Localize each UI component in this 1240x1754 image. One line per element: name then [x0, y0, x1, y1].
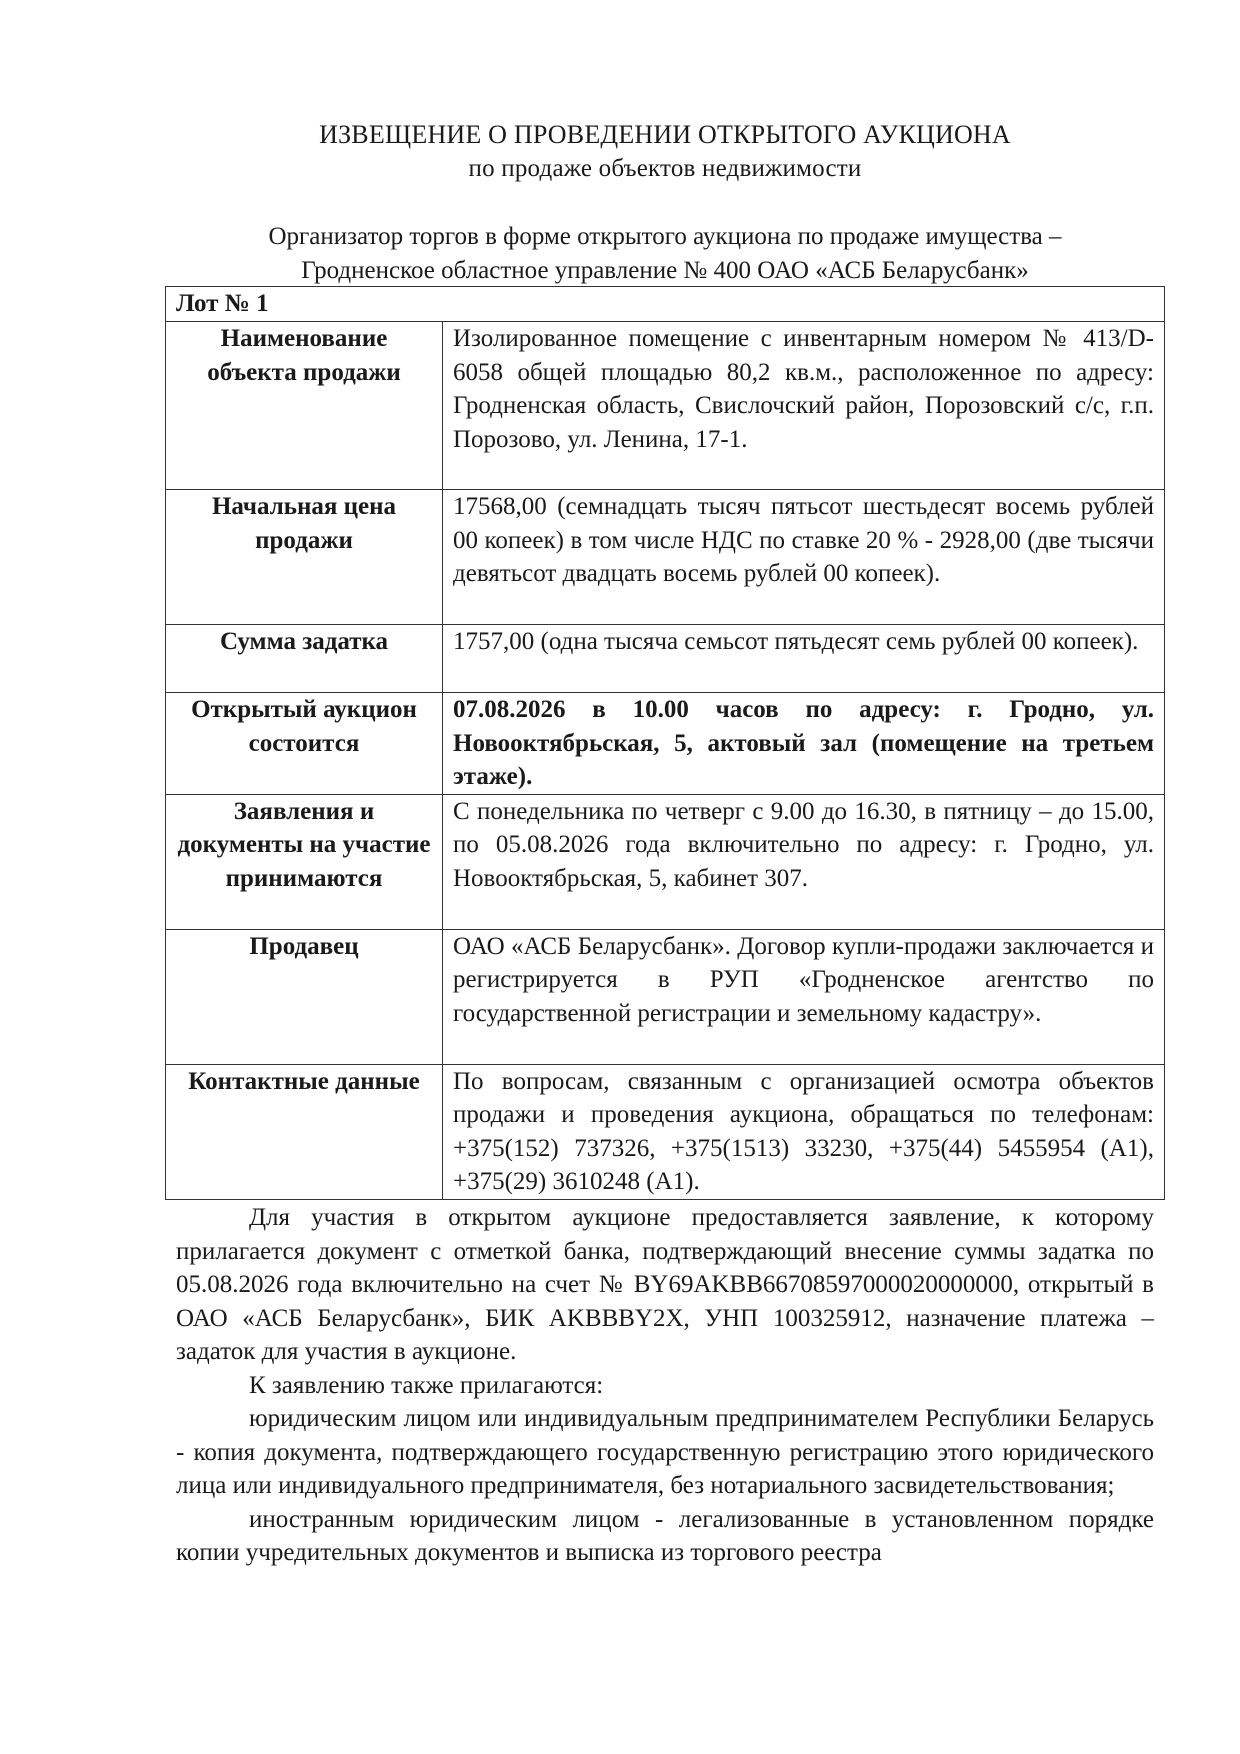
row-value-price: 17568,00 (семнадцать тысяч пятьсот шестьдесят восемь рублей 00 копеек) в том числе НДС по ставке 20 % - 2928,00 (две тысячи девятьсот двадцать восемь рублей 00 копеек).	[443, 490, 1165, 625]
organizer-line-1: Организатор торгов в форме открытого аукциона по продаже имущества –	[268, 223, 1062, 250]
lot-number: Лот № 1	[166, 287, 1165, 322]
paragraph-legal-entity: юридическим лицом или индивидуальным предпринимателем Республики Беларусь - копия документа, подтверждающего государственную регистрацию этого юридического лица или индивидуального предпринимателя, без нотариального засвидетельствования;	[176, 1405, 1154, 1499]
lot-table	[165, 286, 1165, 1200]
lot-number-row	[166, 287, 1165, 322]
row-label-applications: Заявления и документы на участие принимаются	[166, 794, 443, 929]
table-row	[166, 490, 1165, 625]
row-value-seller: ОАО «АСБ Беларусбанк». Договор купли-продажи заключается и регистрируется в РУП «Гродненское агентство по государственной регистрации и земельному кадастру».	[443, 929, 1165, 1064]
notice-title: ИЗВЕЩЕНИЕ О ПРОВЕДЕНИИ ОТКРЫТОГО АУКЦИОНА	[319, 120, 1011, 149]
row-label-object: Наименование объекта продажи	[166, 322, 443, 490]
paragraph-foreign-entity: иностранным юридическим лицом - легализованные в установленном порядке копии учредительных документов и выписка из торгового реестра	[176, 1505, 1154, 1566]
row-value-deposit: 1757,00 (одна тысяча семьсот пятьдесят семь рублей 00 копеек).	[443, 625, 1165, 693]
row-label-price: Начальная цена продажи	[166, 490, 443, 625]
row-value-auction: 07.08.2026 в 10.00 часов по адресу: г. Гродно, ул. Новооктябрьская, 5, актовый зал (помещение на третьем этаже).	[443, 693, 1165, 795]
row-value-contacts: По вопросам, связанным с организацией осмотра объектов продажи и проведения аукциона, обращаться по телефонам: +375(152) 737326, +375(1513) 33230, +375(44) 5455954 (А1), +375(29) 3610248 (А1).	[443, 1064, 1165, 1199]
paragraph-participation: Для участия в открытом аукционе предоставляется заявление, к которому прилагается документ с отметкой банка, подтверждающий внесение суммы задатка по 05.08.2026 года включительно на счет № BY69AKBB66708597000020000000, открытый в ОАО «АСБ Беларусбанк», БИК AKBBBY2X, УНП 100325912, назначение платежа – задаток для участия в аукционе.	[176, 1204, 1154, 1365]
organizer-line-2: Гродненское областное управление № 400 ОАО «АСБ Беларусбанк»	[301, 257, 1029, 284]
table-row	[166, 929, 1165, 1064]
paragraph-attachments: К заявлению также прилагаются:	[249, 1371, 604, 1399]
table-row	[166, 625, 1165, 693]
body-text	[176, 1201, 1154, 1570]
table-row	[166, 322, 1165, 490]
table-row	[166, 693, 1165, 795]
table-row	[166, 794, 1165, 929]
row-label-deposit: Сумма задатка	[166, 625, 443, 693]
row-value-object: Изолированное помещение с инвентарным номером № 413/D-6058 общей площадью 80,2 кв.м., расположенное по адресу: Гродненская область, Свислочский район, Порозовский с/с, г.п. Порозово, ул. Ленина, 17-1.	[443, 322, 1165, 490]
notice-subtitle: по продаже объектов недвижимости	[468, 155, 862, 182]
row-label-contacts: Контактные данные	[166, 1064, 443, 1199]
row-label-auction: Открытый аукцион состоится	[166, 693, 443, 795]
row-label-seller: Продавец	[166, 929, 443, 1064]
table-row	[166, 1064, 1165, 1199]
row-value-applications: С понедельника по четверг с 9.00 до 16.30, в пятницу – до 15.00, по 05.08.2026 года включительно по адресу: г. Гродно, ул. Новооктябрьская, 5, кабинет 307.	[443, 794, 1165, 929]
